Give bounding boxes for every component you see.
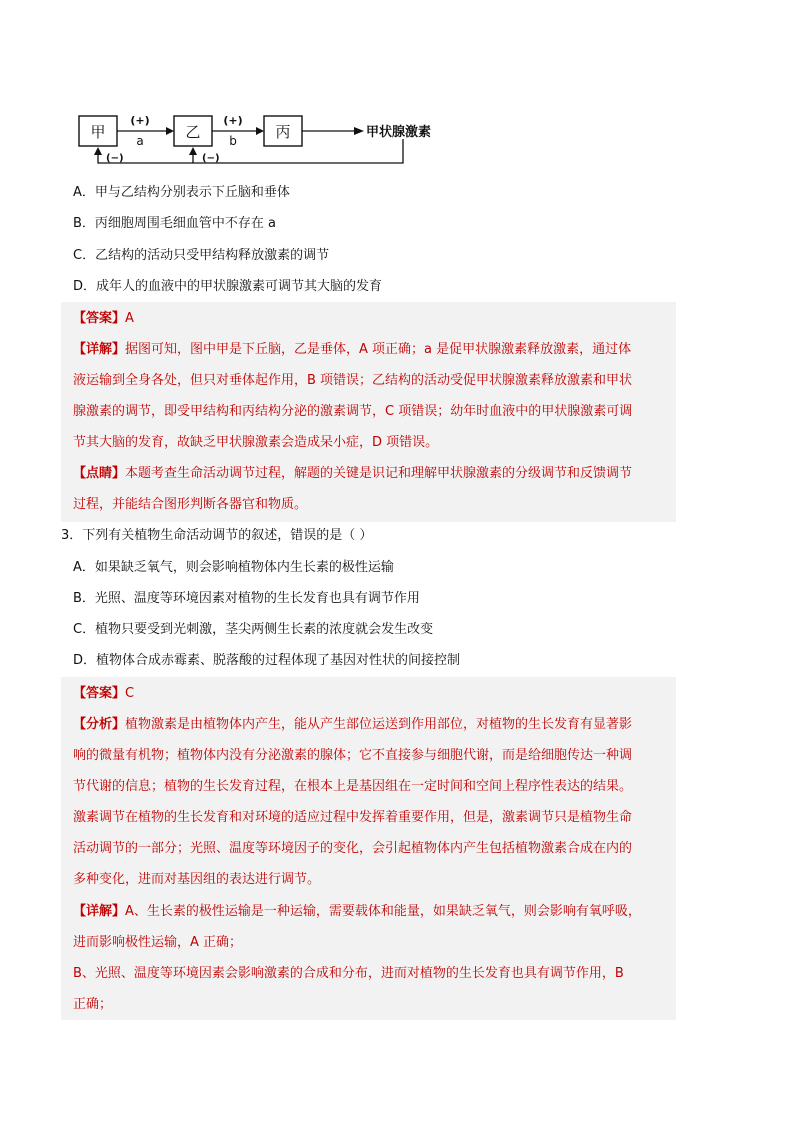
q3-detail-line-3: B、光照、温度等环境因素会影响激素的合成和分布，进而对植物的生长发育也具有调节作用，B: [73, 966, 624, 981]
q3-detail-line-1: 【详解】A、生长素的极性运输是一种运输，需要载体和能量，如果缺乏氧气，则会影响有氧呼吸，: [73, 904, 641, 919]
q2-comment-line-2: 过程，并能结合图形判断各器官和物质。: [73, 497, 308, 512]
box-yi-label: 乙: [185, 123, 201, 141]
answer-value: C: [125, 686, 135, 701]
q2-answer-block: [61, 302, 676, 522]
q2-detail-line-3: 腺激素的调节，即受甲结构和丙结构分泌的激素调节，C 项错误；幼年时血液中的甲状腺激素可调: [73, 404, 633, 419]
minus-1: (−): [106, 153, 124, 164]
plus-b: (+): [223, 114, 243, 127]
q3-analysis-line-5: 活动调节的一部分；光照、温度等环境因子的变化，会引起植物体内产生包括植物激素合成在内的: [73, 841, 633, 856]
label-a: a: [136, 134, 144, 148]
label-b: b: [229, 134, 237, 148]
output-label: 甲状腺激素: [366, 125, 432, 140]
box-jia-label: 甲: [90, 123, 106, 141]
q2-detail-line-4: 节其大脑的发育，故缺乏甲状腺激素会造成呆小症，D 项错误。: [73, 435, 439, 450]
plus-a: (+): [130, 114, 150, 127]
q3-detail-line-2: 进而影响极性运输，A 正确；: [73, 935, 243, 950]
q2-comment-line-1: 【点睛】本题考查生命活动调节过程，解题的关键是识记和理解甲状腺激素的分级调节和反馈调节: [73, 466, 633, 481]
q2-option-d: D．成年人的血液中的甲状腺激素可调节其大脑的发育: [73, 279, 383, 294]
minus-2: (−): [202, 153, 220, 164]
feedback-diagram: [78, 110, 458, 166]
q3-analysis-line-2: 响的微量有机物；植物体内没有分泌激素的腺体；它不直接参与细胞代谢，而是给细胞传达一种调: [73, 748, 633, 763]
box-bing-label: 丙: [275, 123, 291, 141]
answer-tag: 【答案】: [73, 686, 126, 701]
q3-answer-block: [61, 677, 676, 1020]
q2-option-b: B．丙细胞周围毛细血管中不存在 a: [73, 216, 277, 231]
answer-tag: 【答案】: [73, 311, 126, 326]
q2-option-c: C．乙结构的活动只受甲结构释放激素的调节: [73, 248, 330, 263]
q2-detail-line-1: 【详解】据图可知，图中甲是下丘脑，乙是垂体，A 项正确；a 是促甲状腺激素释放激素，通过体: [73, 342, 632, 357]
q3-stem: 3．下列有关植物生命活动调节的叙述，错误的是（ ）: [61, 528, 373, 543]
q3-option-b: B．光照、温度等环境因素对植物的生长发育也具有调节作用: [73, 591, 420, 606]
answer-value: A: [125, 311, 134, 326]
q3-analysis-line-3: 节代谢的信息；植物的生长发育过程，在根本上是基因组在一定时间和空间上程序性表达的结果。: [73, 779, 633, 794]
q3-analysis-line-6: 多种变化，进而对基因组的表达进行调节。: [73, 872, 321, 887]
q3-analysis-line-1: 【分析】植物激素是由植物体内产生，能从产生部位运送到作用部位，对植物的生长发育有显著影: [73, 717, 633, 732]
q2-detail-line-2: 液运输到全身各处，但只对垂体起作用，B 项错误；乙结构的活动受促甲状腺激素释放激素和甲状: [73, 373, 633, 388]
comment-tag: 【点睛】: [73, 466, 126, 481]
detail-tag: 【详解】: [73, 904, 126, 919]
q2-option-a: A．甲与乙结构分别表示下丘脑和垂体: [73, 185, 290, 200]
q3-option-a: A．如果缺乏氧气，则会影响植物体内生长素的极性运输: [73, 560, 394, 575]
q3-option-d: D．植物体合成赤霉素、脱落酸的过程体现了基因对性状的间接控制: [73, 653, 461, 668]
q3-answer-line: [73, 686, 673, 702]
q3-option-c: C．植物只要受到光刺激，茎尖两侧生长素的浓度就会发生改变: [73, 622, 434, 637]
detail-tag: 【详解】: [73, 342, 126, 357]
analysis-tag: 【分析】: [73, 717, 126, 732]
q3-analysis-line-4: 激素调节在植物的生长发育和对环境的适应过程中发挥着重要作用，但是，激素调节只是植物生命: [73, 810, 633, 825]
q3-detail-line-4: 正确；: [73, 997, 113, 1012]
q2-answer-line: [73, 311, 673, 327]
